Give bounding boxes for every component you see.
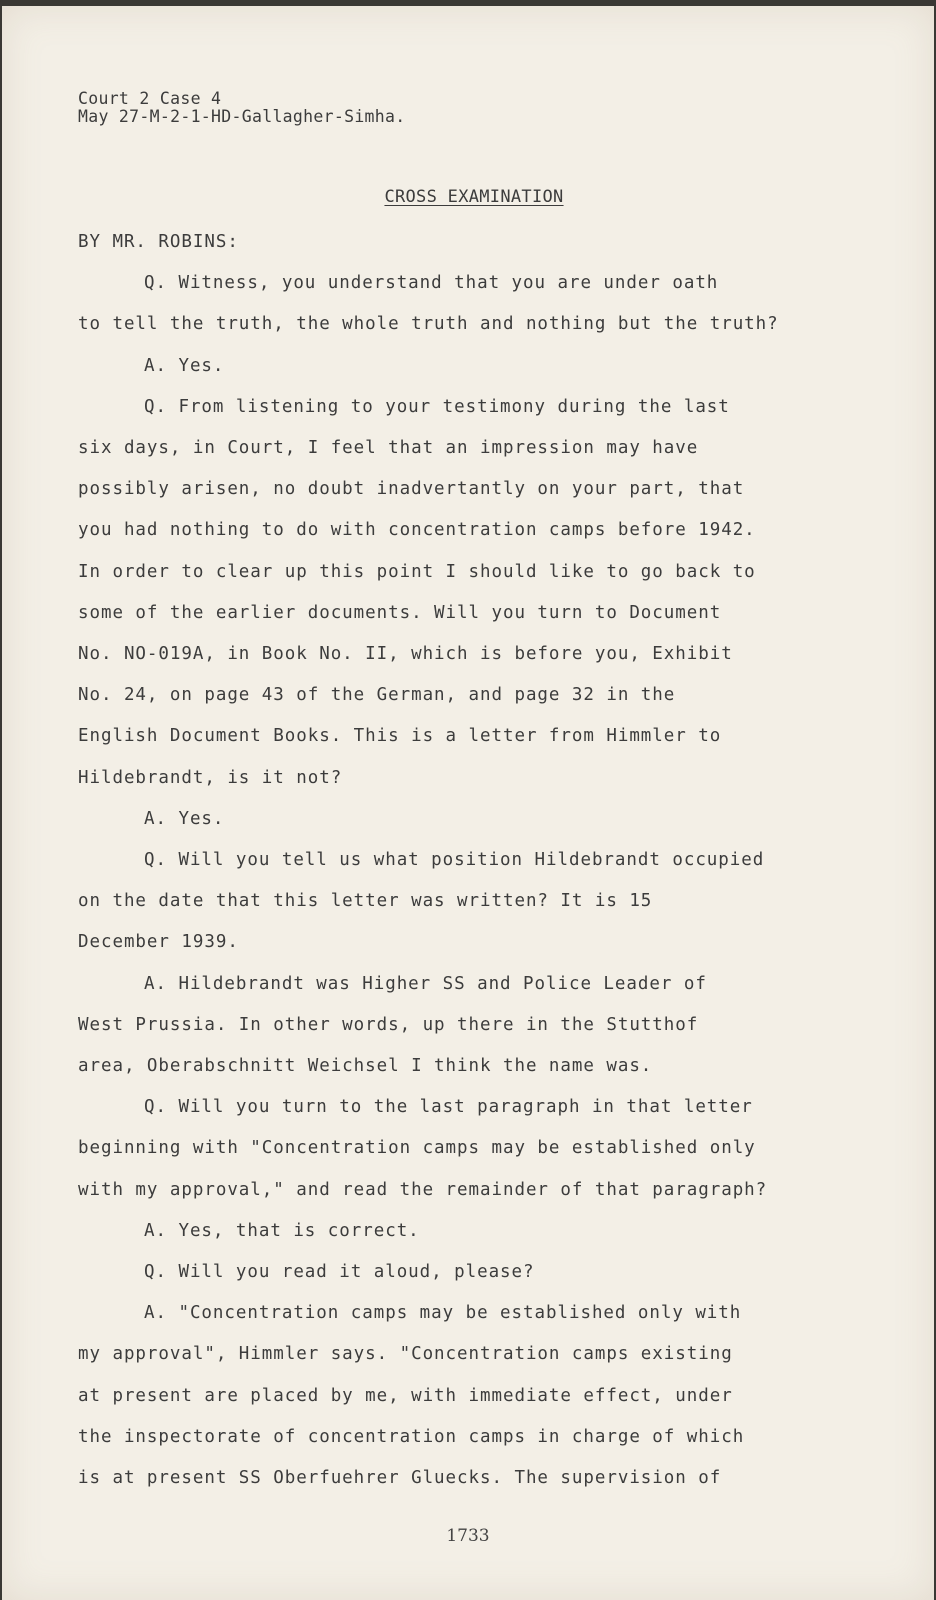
transcript-line: is at present SS Oberfuehrer Gluecks. The supervision of	[78, 1468, 722, 1488]
transcript-line: beginning with "Concentration camps may be established only	[78, 1138, 756, 1158]
section-title: CROSS EXAMINATION	[384, 187, 564, 207]
transcript-line: Q. Will you turn to the last paragraph in that letter	[144, 1097, 753, 1117]
transcript-line: December 1939.	[78, 932, 239, 952]
transcript-line: Q. Will you tell us what position Hildebrandt occupied	[144, 850, 765, 870]
transcript-line: my approval", Himmler says. "Concentration camps existing	[78, 1344, 733, 1364]
transcript-line: to tell the truth, the whole truth and nothing but the truth?	[78, 314, 779, 334]
transcript-line: Q. From listening to your testimony during the last	[144, 397, 730, 417]
transcript-line: Q. Will you read it aloud, please?	[144, 1262, 535, 1282]
transcript-line: A. Yes.	[144, 356, 225, 376]
transcript-line: Hildebrandt, is it not?	[78, 768, 343, 788]
transcript-line: area, Oberabschnitt Weichsel I think the name was.	[78, 1056, 653, 1076]
transcript-line: No. 24, on page 43 of the German, and page 32 in the	[78, 685, 676, 705]
transcript-line: some of the earlier documents. Will you turn to Document	[78, 603, 722, 623]
transcript-line: you had nothing to do with concentration camps before 1942.	[78, 520, 756, 540]
document-page	[2, 6, 934, 1600]
transcript-line: on the date that this letter was written? It is 15	[78, 891, 653, 911]
transcript-line: A. Yes, that is correct.	[144, 1221, 420, 1241]
transcript-line: BY MR. ROBINS:	[78, 232, 239, 252]
transcript-line: Q. Witness, you understand that you are under oath	[144, 273, 719, 293]
transcript-line: In order to clear up this point I should like to go back to	[78, 562, 756, 582]
transcript-line: six days, in Court, I feel that an impression may have	[78, 438, 699, 458]
transcript-line: English Document Books. This is a letter from Himmler to	[78, 726, 722, 746]
transcript-line: West Prussia. In other words, up there in the Stutthof	[78, 1015, 699, 1035]
transcript-line: at present are placed by me, with immediate effect, under	[78, 1386, 733, 1406]
transcript-line: the inspectorate of concentration camps in charge of which	[78, 1427, 745, 1447]
transcript-line: A. Yes.	[144, 809, 225, 829]
case-header	[78, 90, 405, 126]
transcript-line: with my approval," and read the remainder of that paragraph?	[78, 1180, 768, 1200]
transcript-line: A. Hildebrandt was Higher SS and Police Leader of	[144, 974, 707, 994]
transcript-line: No. NO-019A, in Book No. II, which is before you, Exhibit	[78, 644, 733, 664]
transcript-line: possibly arisen, no doubt inadvertantly on your part, that	[78, 479, 745, 499]
case-header-line-1: Court 2 Case 4	[78, 89, 222, 108]
page-number: 1733	[446, 1526, 490, 1546]
transcript-line: A. "Concentration camps may be established only with	[144, 1303, 742, 1323]
case-header-line-2: May 27-M-2-1-HD-Gallagher-Simha.	[78, 107, 406, 126]
